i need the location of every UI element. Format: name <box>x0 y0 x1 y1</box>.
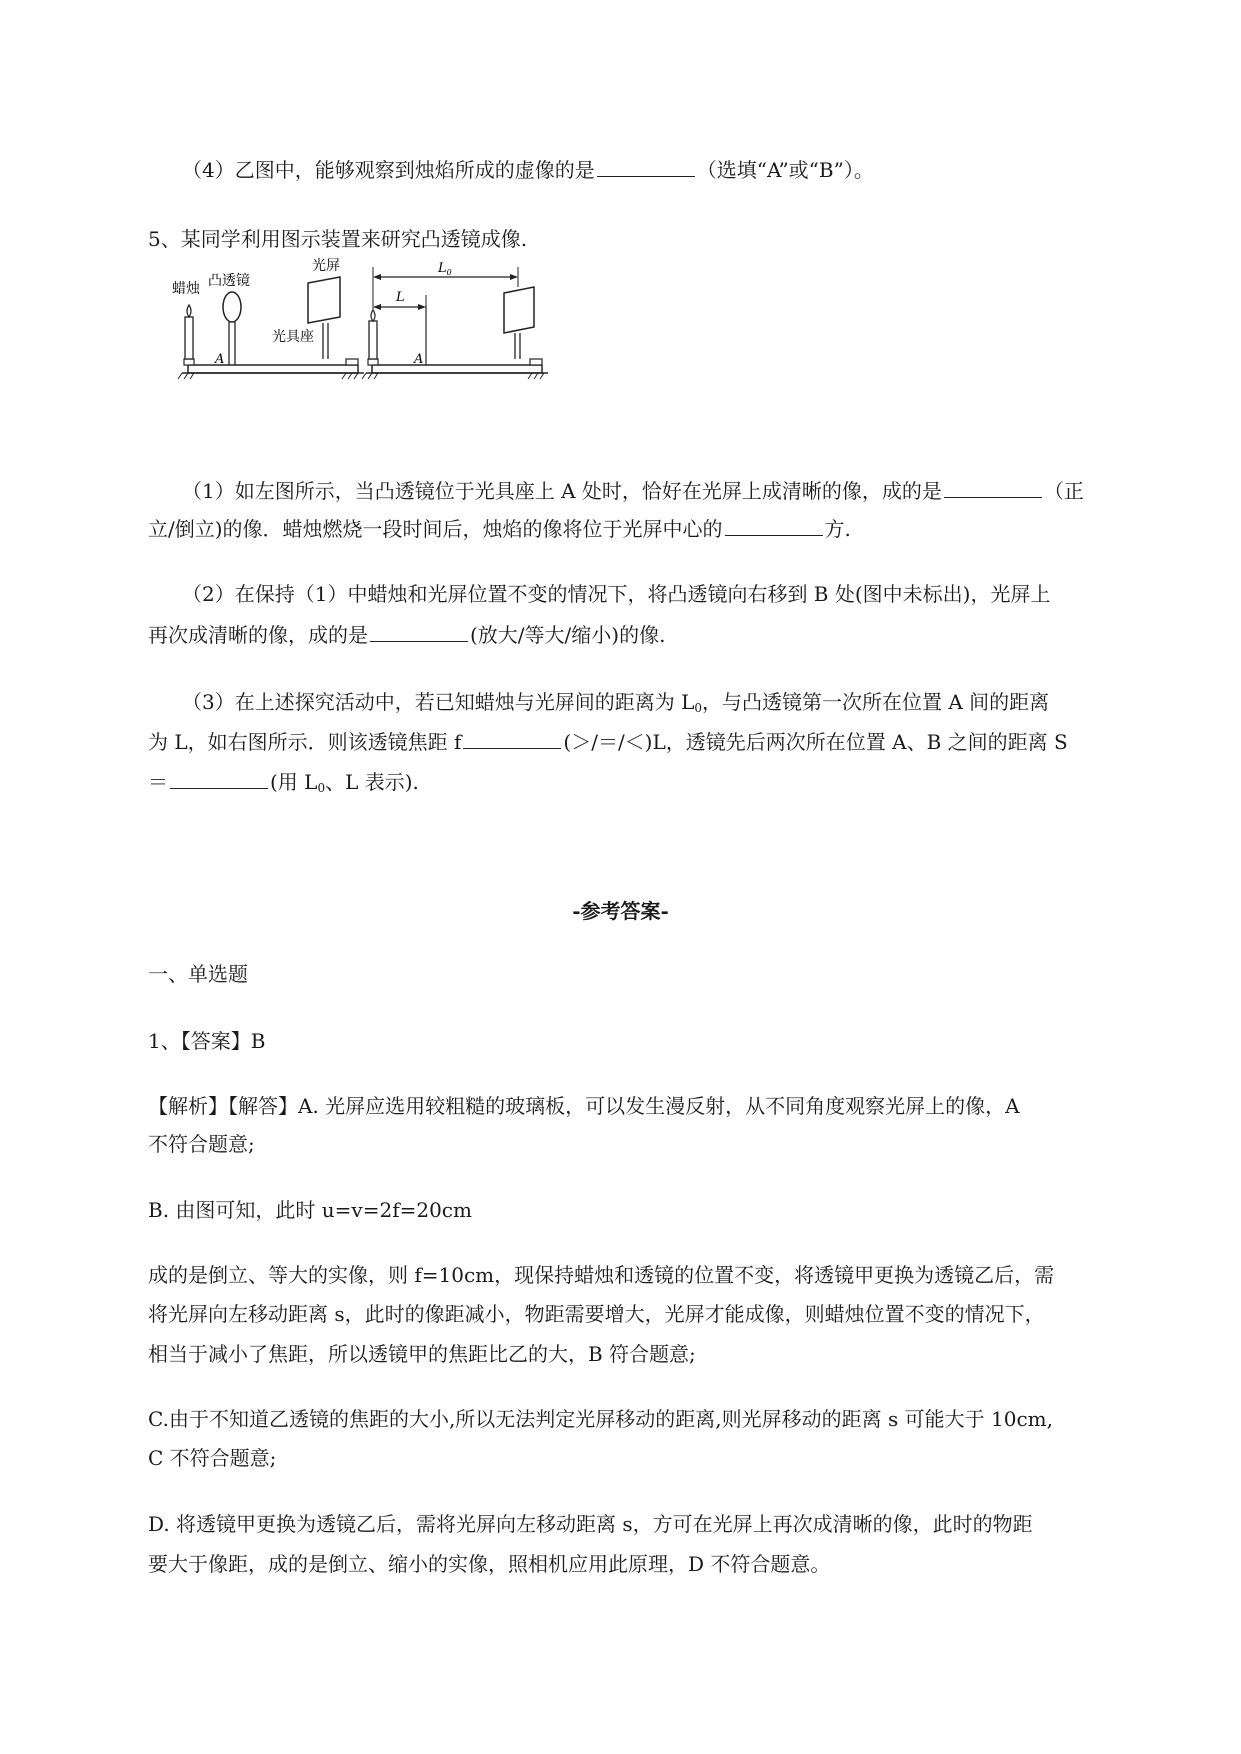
lens-shape <box>223 292 241 322</box>
option-d-line1: D. 将透镜甲更换为透镜乙后，需将光屏向左移动距离 s，方可在光屏上再次成清晰的像，此时的物距 <box>148 1512 1033 1536</box>
q5-p2-blank[interactable] <box>370 621 468 642</box>
q4-answer-blank[interactable] <box>597 156 695 177</box>
q5-p1-l1-suffix: （正 <box>1043 479 1084 503</box>
label-l: L <box>396 290 405 305</box>
q5-p3-l3-suffix: 、L 表示). <box>325 770 419 794</box>
q5-stem: 5、某同学利用图示装置来研究凸透镜成像. <box>148 227 528 251</box>
option-c-line2: C 不符合题意; <box>148 1446 277 1470</box>
q5-part1-line1 <box>182 477 1182 505</box>
label-lens: 凸透镜 <box>208 273 250 289</box>
q5-part2-line1: （2）在保持（1）中蜡烛和光屏位置不变的情况下，将凸透镜向右移到 B 处(图中未标出)，光屏上 <box>182 582 1051 606</box>
option-b-detail-line2: 将光屏向左移动距离 s，此时的像距减小，物距需要增大，光屏才能成像，则蜡烛位置不变的情况下， <box>148 1302 1045 1326</box>
option-b-line: B. 由图可知，此时 u=v=2f=20cm <box>148 1198 472 1222</box>
q4-line <box>182 156 1182 184</box>
option-b-detail-line1: 成的是倒立、等大的实像，则 f=10cm，现保持蜡烛和透镜的位置不变，将透镜甲更换为透镜乙后，需 <box>148 1263 1055 1287</box>
q5-part2-line2 <box>148 621 1148 649</box>
option-d-line2: 要大于像距，成的是倒立、缩小的实像，照相机应用此原理，D 不符合题意。 <box>148 1552 831 1576</box>
q5-p3-l2-suffix: (＞/＝/＜)L，透镜先后两次所在位置 A、B 之间的距离 S <box>563 730 1068 754</box>
q5-part1-line2 <box>148 515 1148 543</box>
q4-prefix: （4）乙图中，能够观察到烛焰所成的虚像的是 <box>182 158 595 182</box>
option-b-detail-line3: 相当于减小了焦距，所以透镜甲的焦距比乙的大，B 符合题意; <box>148 1342 696 1366</box>
option-c-line1: C.由于不知道乙透镜的焦距的大小,所以无法判定光屏移动的距离,则光屏移动的距离 s 可能大于 10cm, <box>148 1407 1053 1431</box>
q5-p3-l3-prefix: ＝ <box>148 770 168 794</box>
q4-suffix: （选填“A”或“B”）。 <box>696 158 874 182</box>
q5-p1-l2-suffix: 方. <box>824 517 851 541</box>
q5-part3-line1 <box>182 688 1182 722</box>
q5-p1-blank1[interactable] <box>944 477 1042 498</box>
label-point-a-right: A <box>414 352 424 367</box>
label-point-a-left: A <box>215 352 225 367</box>
analysis-line2: 不符合题意; <box>148 1132 255 1156</box>
q5-p3-blank2[interactable] <box>170 768 268 789</box>
answers-heading: -参考答案- <box>572 899 669 923</box>
answers-section-title: 一、单选题 <box>148 962 248 986</box>
answer-1: 1、【答案】B <box>148 1029 266 1053</box>
q5-p2-l2-suffix: (放大/等大/缩小)的像. <box>470 623 666 647</box>
screen-shape-left <box>308 277 340 323</box>
q5-p3-l1-suffix: ，与凸透镜第一次所在位置 A 间的距离 <box>702 690 1050 714</box>
q5-p3-l1-prefix: （3）在上述探究活动中，若已知蜡烛与光屏间的距离为 L <box>182 690 695 714</box>
q5-p3-blank1[interactable] <box>463 728 561 749</box>
q5-p3-l3-mid: (用 L <box>270 770 318 794</box>
lens-experiment-figure <box>170 255 610 390</box>
candle-shape <box>185 317 193 359</box>
label-candle: 蜡烛 <box>172 281 200 297</box>
q5-p3-l2-prefix: 为 L，如右图所示．则该透镜焦距 f <box>148 730 462 754</box>
q5-p1-blank2[interactable] <box>725 515 823 536</box>
q5-p3-l3-sub: 0 <box>317 781 326 795</box>
right-figure <box>362 261 548 379</box>
left-figure <box>172 257 364 379</box>
q5-part3-line3 <box>148 768 1148 802</box>
label-l0: $L_0$ <box>438 261 452 277</box>
q5-p3-l1-sub: 0 <box>694 701 703 715</box>
analysis-line1: 【解析】【解答】A. 光屏应选用较粗糙的玻璃板，可以发生漫反射，从不同角度观察光屏上的像，A <box>148 1094 1020 1118</box>
screen-shape-right <box>504 287 534 333</box>
q5-part3-line2 <box>148 728 1148 756</box>
label-screen: 光屏 <box>312 258 340 274</box>
label-bench: 光具座 <box>272 329 314 345</box>
q5-p1-l1-prefix: （1）如左图所示，当凸透镜位于光具座上 A 处时，恰好在光屏上成清晰的像，成的是 <box>182 479 942 503</box>
q5-p1-l2-prefix: 立/倒立)的像．蜡烛燃烧一段时间后，烛焰的像将位于光屏中心的 <box>148 517 723 541</box>
q5-p2-l2-prefix: 再次成清晰的像，成的是 <box>148 623 368 647</box>
